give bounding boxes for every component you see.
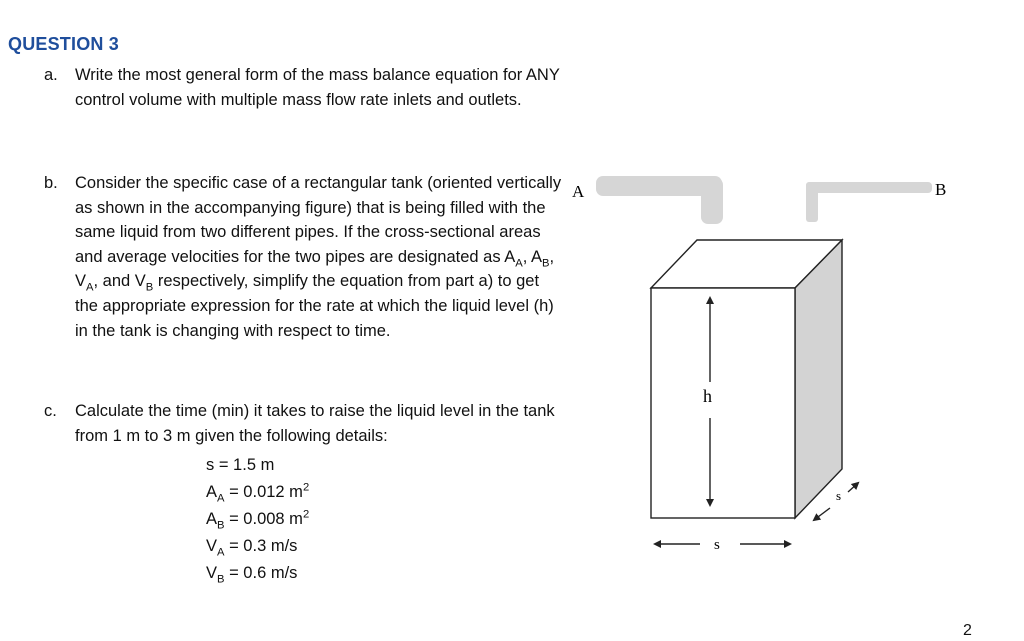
sub-b-2: B (145, 281, 154, 294)
detail-aa (206, 479, 309, 506)
part-b-sep-1: , A (522, 247, 543, 266)
detail-aa-sub: A (217, 492, 225, 505)
pipe-a (596, 176, 723, 224)
detail-ab-sub: B (217, 519, 225, 532)
part-c-text: Calculate the time (min) it takes to raise the liquid level in the tank from 1 m to 3 m given the following details: (75, 402, 555, 445)
part-a-letter: a. (44, 66, 58, 84)
sub-a-2: A (86, 281, 94, 294)
part-c (44, 399, 564, 448)
tank-figure (560, 160, 960, 560)
given-details (206, 452, 309, 587)
part-c-letter: c. (44, 402, 57, 420)
detail-ab-value: = 0.008 m (224, 510, 303, 528)
part-b-letter: b. (44, 174, 58, 192)
detail-vb (206, 560, 309, 587)
part-a-text: Write the most general form of the mass balance equation for ANY control volume with multiple mass flow rate inlets and outlets. (75, 66, 560, 109)
detail-va-value: = 0.3 m/s (224, 537, 298, 555)
sub-b: B (542, 257, 550, 270)
label-s-side: s (836, 488, 842, 503)
question-title: QUESTION 3 (8, 34, 120, 54)
detail-ab-prefix: A (206, 510, 218, 528)
pipe-b (806, 182, 932, 222)
part-b-sep-2: , V (75, 247, 555, 291)
detail-va-prefix: V (206, 537, 218, 555)
detail-ab-sup: 2 (302, 508, 310, 521)
pipe-a-vertical (701, 178, 723, 224)
detail-s: s = 1.5 m (206, 456, 275, 474)
label-b: B (935, 180, 947, 199)
detail-vb-value: = 0.6 m/s (224, 564, 298, 582)
page-number: 2 (963, 622, 972, 639)
label-a: A (572, 182, 585, 201)
detail-va (206, 533, 309, 560)
part-a (44, 63, 564, 112)
part-b-text (75, 171, 564, 343)
detail-va-sub: A (217, 546, 225, 559)
detail-aa-sup: 2 (302, 481, 310, 494)
detail-ab (206, 506, 309, 533)
pipe-b-vertical (806, 182, 818, 222)
detail-vb-prefix: V (206, 564, 218, 582)
pipe-b-horizontal (806, 182, 932, 193)
part-b-sep-3: , and V (93, 272, 146, 291)
tank-side (795, 240, 842, 518)
detail-vb-sub: B (217, 573, 225, 586)
label-s-bottom: s (714, 537, 720, 553)
part-b-text-2: respectively, simplify the equation from part a) to get the appropriate expression for the rate at which the liquid level (h) in the tank is changing with respect to time. (75, 272, 554, 340)
detail-aa-value: = 0.012 m (224, 483, 303, 501)
sub-a: A (515, 257, 523, 270)
tank-front (651, 288, 795, 518)
tank (651, 240, 842, 518)
part-b-text-1: Consider the specific case of a rectangular tank (oriented vertically as shown in the accompanying figure) that is being filled with the same liquid from two different pipes. If the cross-sectional areas and average velocities for the two pipes are designated as A (75, 174, 562, 266)
label-h: h (703, 386, 712, 406)
part-b (44, 171, 564, 343)
detail-aa-prefix: A (206, 483, 218, 501)
